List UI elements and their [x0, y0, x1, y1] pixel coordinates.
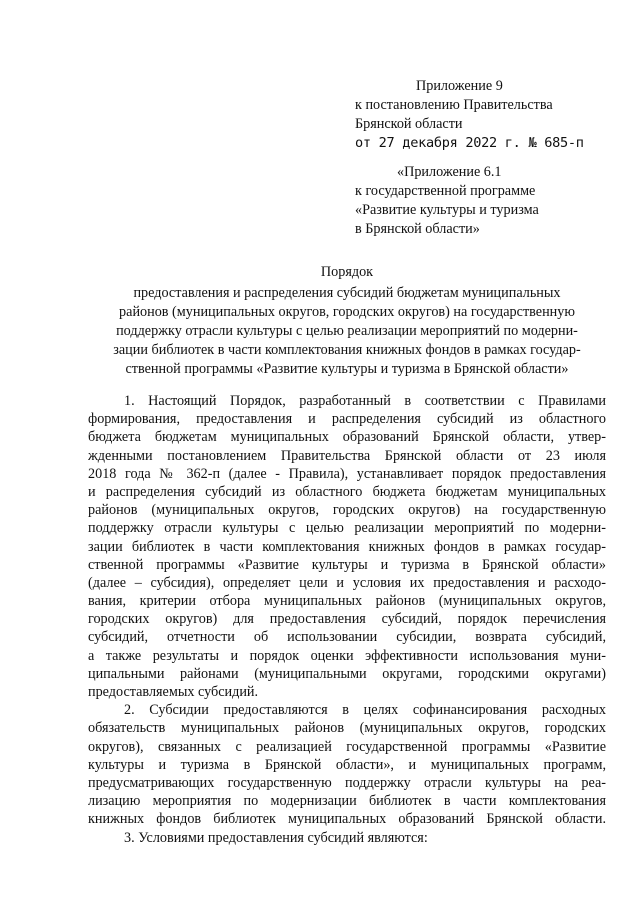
appendix-6-1-line: «Развитие культуры и туризма — [355, 202, 539, 218]
text-line: районов (муниципальных округов, городских округов) на государственную — [88, 502, 606, 519]
text-line: книжных фондов библиотек муниципальных образований Брянской области. — [88, 811, 606, 828]
appendix-9-line: к постановлению Правительства — [355, 97, 553, 113]
text-line: предусматривающих государственную поддержку отрасли культуры на реа- — [88, 774, 606, 791]
document-body — [88, 392, 606, 847]
appendix-6-1-line: в Брянской области» — [355, 221, 480, 237]
text-line: формирования, предоставления и распределения субсидий из областного — [88, 411, 606, 428]
text-line: зации библиотек в части комплектования книжных фондов в рамках государ- — [88, 538, 606, 555]
title-line: районов (муниципальных округов, городских округов) на государственную — [119, 304, 575, 321]
appendix-9-line: Брянской области — [355, 116, 463, 132]
paragraph-3 — [88, 829, 606, 847]
text-line: предоставляемых субсидий. — [88, 684, 259, 700]
title-line: ственной программы «Развитие культуры и туризма в Брянской области» — [125, 361, 569, 378]
text-line: вания, критерии отбора муниципальных районов (муниципальных округов, — [88, 593, 606, 610]
text-line: (далее – субсидия), определяет цели и условия их предоставления и расходо- — [88, 574, 606, 591]
title-line: зации библиотек в части комплектования книжных фондов в рамках государ- — [113, 342, 581, 359]
appendix-9-title: Приложение 9 — [416, 78, 503, 94]
text-line: а также результаты и порядок оценки эффективности использования муни- — [88, 647, 606, 664]
text-line: 2. Субсидии предоставляются в целях софинансирования расходных — [124, 702, 606, 719]
title-line: предоставления и распределения субсидий бюджетам муниципальных — [133, 285, 561, 302]
text-line: субсидий, отчетности об использовании субсидии, возврата субсидий, — [88, 629, 606, 646]
appendix-6-1-block — [355, 163, 539, 239]
text-line: ципальными районами (муниципальными округами, городскими округами) — [88, 665, 606, 682]
title-line: поддержку отрасли культуры с целью реализации мероприятий по модерни- — [116, 323, 578, 340]
text-line: 1. Настоящий Порядок, разработанный в соответствии с Правилами — [124, 393, 606, 409]
title-description — [88, 284, 606, 379]
appendix-6-1-line: к государственной программе — [355, 183, 536, 199]
text-line: бюджета бюджетам муниципальных образований Брянской области, утвер- — [88, 429, 606, 446]
text-line: культуры и туризма в Брянской области», и муниципальных программ, — [88, 756, 606, 773]
text-line: 2018 года № 362-п (далее - Правила), устанавливает порядок предоставления — [88, 465, 606, 482]
text-line: ственной программы «Развитие культуры и туризма в Брянской области» — [88, 556, 606, 573]
text-line: и распределения субсидий из областного бюджета бюджетам муниципальных — [88, 483, 606, 500]
text-line: жденными постановлением Правительства Брянской области от 23 июля — [88, 447, 606, 464]
text-line: городских округов) для предоставления субсидий, порядок перечисления — [88, 611, 606, 628]
paragraph-2 — [88, 701, 606, 828]
title-heading: Порядок — [320, 264, 374, 280]
text-line: округов), связанных с реализацией государственной программы «Развитие — [88, 738, 606, 755]
appendix-6-1-title: «Приложение 6.1 — [397, 164, 502, 180]
text-line: поддержку отрасли культуры с целью реализации мероприятий по модерни- — [88, 520, 606, 537]
appendix-9-date-number: от 27 декабря 2022 г. № 685-п — [355, 135, 584, 151]
text-line: обязательств муниципальных районов (муниципальных округов, городских — [88, 720, 606, 737]
appendix-9-block — [355, 77, 584, 153]
document-title — [88, 263, 606, 379]
text-line: 3. Условиями предоставления субсидий являются: — [124, 829, 428, 846]
paragraph-1 — [88, 392, 606, 701]
text-line: лизацию мероприятия по модернизации библиотек в части комплектования — [88, 793, 606, 810]
